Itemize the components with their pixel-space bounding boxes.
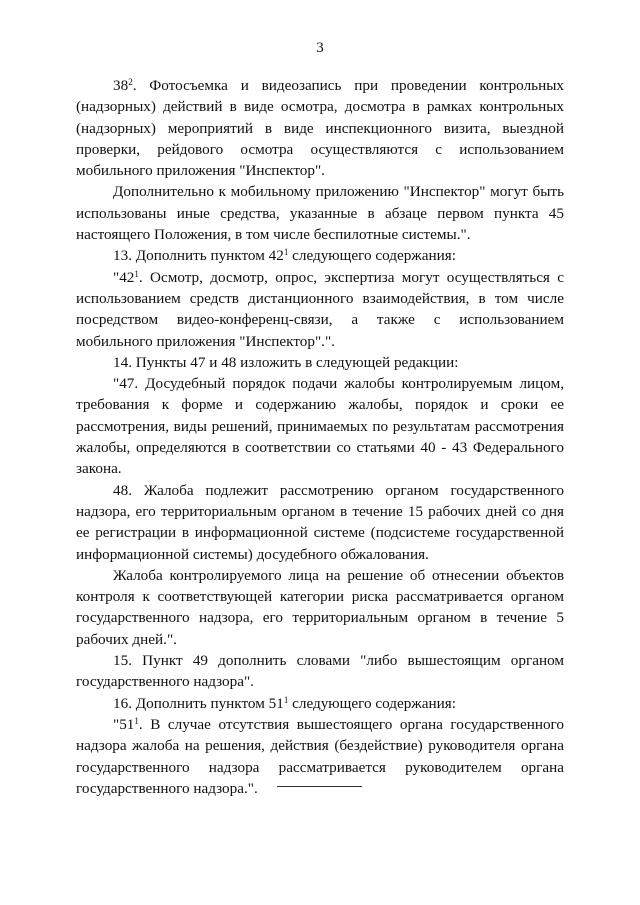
superscript: 1 bbox=[283, 694, 289, 705]
paragraph-text: . Фотосъемка и видеозапись при проведении контрольных (надзорных) действий в виде осмотра, досмотра в рамках контрольных (надзорных) мероприятий в виде инспекционного визита, выездной проверки, рейдового осмотра осуществляются с использованием мобильного приложения "Инспектор". bbox=[76, 77, 564, 180]
paragraph-item-14 bbox=[76, 352, 564, 373]
paragraph-text: . В случае отсутствия вышестоящего органа государственного надзора жалоба на решения, действия (бездействие) руководителя органа государственного надзора рассматривается руководителем органа государственного надзора.". bbox=[76, 715, 564, 797]
paragraph-text: . Осмотр, досмотр, опрос, экспертиза могут осуществляться с использованием средств дистанционного взаимодействия, в том числе посредством видео-конференц-связи, а также с использованием мобильного приложения "Инспектор".". bbox=[76, 268, 564, 350]
superscript: 1 bbox=[134, 268, 139, 279]
paragraph-text: 15. Пункт 49 дополнить словами "либо вышестоящим органом государственного надзора". bbox=[76, 652, 564, 691]
document-body bbox=[76, 75, 564, 799]
paragraph-text: 13. Дополнить пунктом 42 bbox=[113, 247, 284, 265]
paragraph-text: "51 bbox=[113, 715, 135, 733]
paragraph-text: 14. Пункты 47 и 48 изложить в следующей редакции: bbox=[113, 353, 459, 371]
paragraph-38-2 bbox=[76, 75, 564, 181]
superscript: 1 bbox=[134, 715, 139, 726]
paragraph-text: Жалоба контролируемого лица на решение об отнесении объектов контроля к соответствующей категории риска рассматривается органом государственного надзора, его территориальным органом в течение 5 рабочих дней.". bbox=[76, 566, 564, 648]
paragraph-risk-category-complaint bbox=[76, 565, 564, 650]
superscript: 2 bbox=[128, 77, 133, 87]
paragraph-text: 48. Жалоба подлежит рассмотрению органом государственного надзора, его территориальным органом в течение 15 рабочих дней со дня ее регистрации в информационной системе (подсистеме государственной информационной системы) досудебного обжалования. bbox=[76, 481, 564, 563]
paragraph-47 bbox=[76, 373, 564, 479]
paragraph-text: следующего содержания: bbox=[288, 694, 456, 712]
paragraph-item-15 bbox=[76, 650, 564, 693]
paragraph-text: "42 bbox=[113, 268, 135, 286]
paragraph-text: 16. Дополнить пунктом 51 bbox=[113, 694, 284, 712]
paragraph-text: следующего содержания: bbox=[288, 247, 456, 265]
paragraph-48 bbox=[76, 480, 564, 565]
paragraph-item-16 bbox=[76, 693, 564, 714]
paragraph-text: "47. Досудебный порядок подачи жалобы контролируемым лицом, требования к форме и содержанию жалобы, порядок и сроки ее рассмотрения, виды решений, принимаемых по результатам рассмотрения жалобы, определяются в соответствии со статьями 40 - 43 Федерального закона. bbox=[76, 375, 564, 478]
paragraph-42-1 bbox=[76, 267, 564, 352]
paragraph-additional-means bbox=[76, 181, 564, 245]
paragraph-item-13 bbox=[76, 245, 564, 266]
paragraph-number: 38 bbox=[113, 77, 129, 94]
page-number: 3 bbox=[316, 40, 324, 56]
superscript: 1 bbox=[283, 247, 289, 258]
paragraph-text: Дополнительно к мобильному приложению "Инспектор" могут быть использованы иные средства, указанные в абзаце первом пункта 45 настоящего Положения, в том числе беспилотные системы.". bbox=[76, 183, 564, 244]
closing-divider-line bbox=[277, 786, 362, 787]
